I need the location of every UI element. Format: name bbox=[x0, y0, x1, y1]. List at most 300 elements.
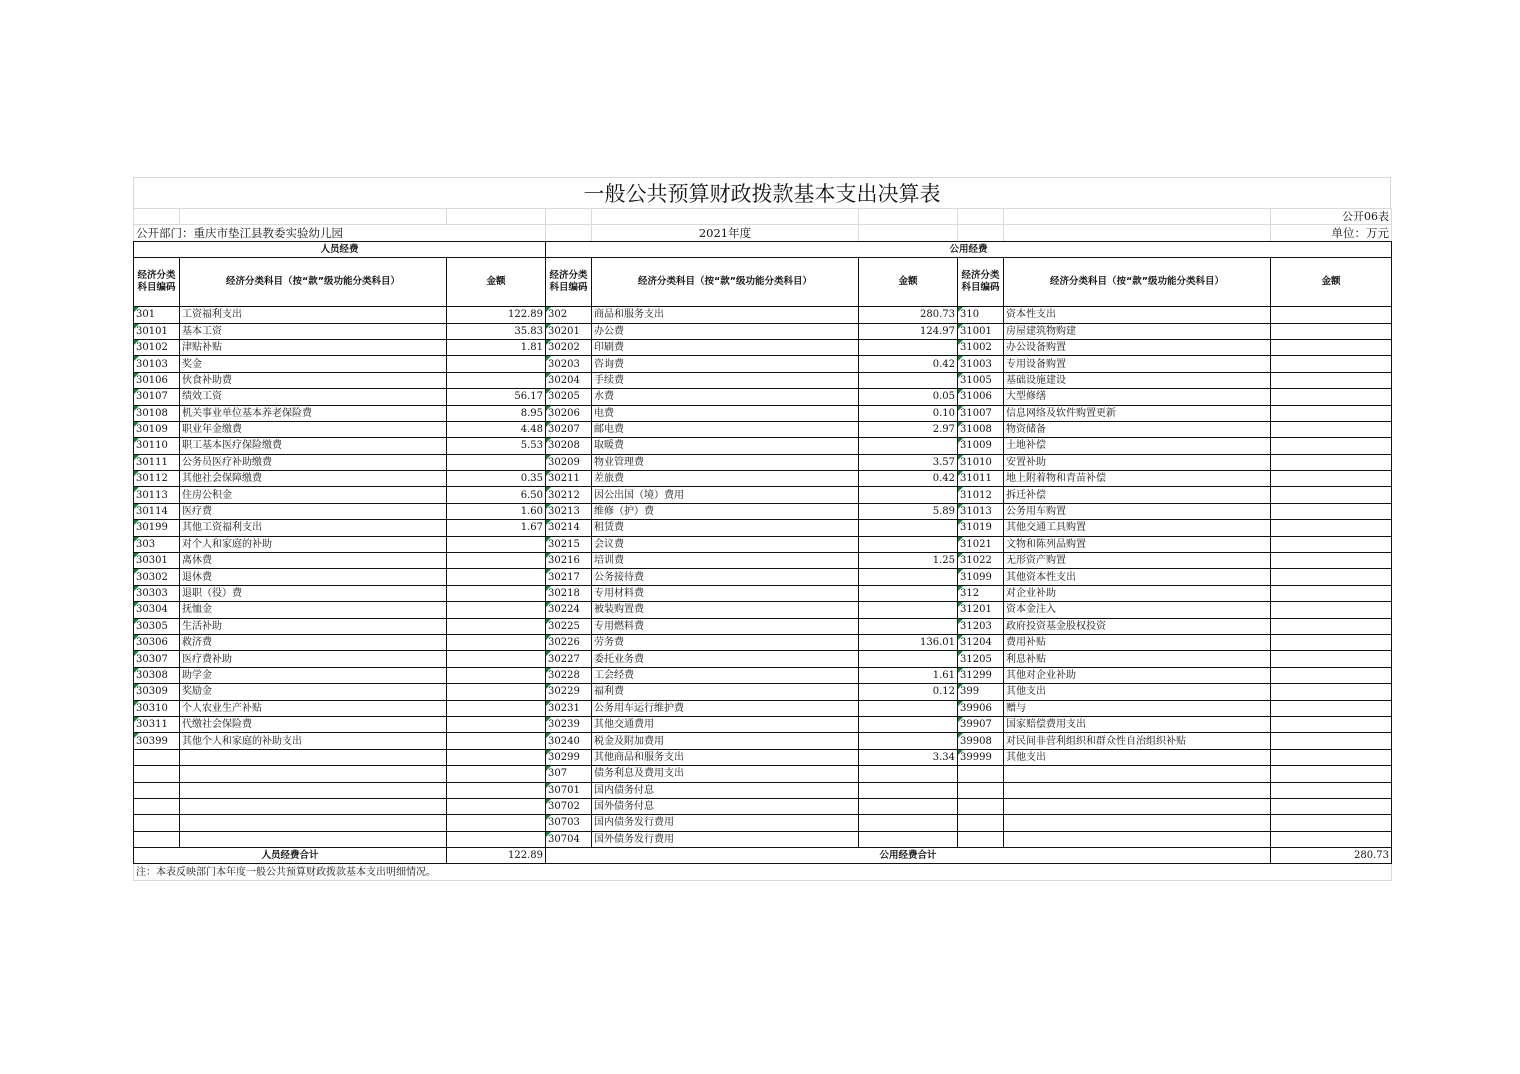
code-cell: 31019 bbox=[958, 520, 1004, 536]
amount-cell bbox=[447, 667, 546, 683]
amount-cell: 1.67 bbox=[447, 520, 546, 536]
code-cell: 30209 bbox=[546, 454, 592, 470]
code-cell: 30229 bbox=[546, 684, 592, 700]
code-cell bbox=[134, 831, 180, 847]
item-name-cell: 税金及附加费用 bbox=[592, 733, 859, 749]
item-name-cell: 手续费 bbox=[592, 372, 859, 388]
table-row bbox=[134, 782, 1392, 798]
code-cell: 30206 bbox=[546, 405, 592, 421]
table-row bbox=[134, 339, 1392, 355]
amount-cell: 1.81 bbox=[447, 339, 546, 355]
item-name-cell: 信息网络及软件购置更新 bbox=[1004, 405, 1271, 421]
amount-cell bbox=[859, 618, 958, 634]
amount-cell bbox=[447, 454, 546, 470]
table-row bbox=[134, 815, 1392, 831]
amount-cell bbox=[1271, 831, 1392, 847]
code-cell: 31005 bbox=[958, 372, 1004, 388]
amount-cell bbox=[1271, 684, 1392, 700]
amount-cell bbox=[447, 618, 546, 634]
code-cell: 30110 bbox=[134, 438, 180, 454]
code-cell: 31204 bbox=[958, 634, 1004, 650]
item-name-cell: 基础设施建设 bbox=[1004, 372, 1271, 388]
item-name-cell: 邮电费 bbox=[592, 421, 859, 437]
amount-cell: 56.17 bbox=[447, 389, 546, 405]
code-cell: 31006 bbox=[958, 389, 1004, 405]
code-cell: 30225 bbox=[546, 618, 592, 634]
item-name-cell: 对企业补助 bbox=[1004, 585, 1271, 601]
header-code: 经济分类科目编码 bbox=[134, 258, 180, 307]
amount-cell bbox=[859, 831, 958, 847]
code-cell: 30212 bbox=[546, 487, 592, 503]
item-name-cell: 委托业务费 bbox=[592, 651, 859, 667]
item-name-cell: 国家赔偿费用支出 bbox=[1004, 716, 1271, 732]
amount-cell bbox=[447, 684, 546, 700]
amount-cell bbox=[859, 372, 958, 388]
amount-cell bbox=[859, 569, 958, 585]
code-cell: 30202 bbox=[546, 339, 592, 355]
table-number: 公开06表 bbox=[1271, 209, 1392, 225]
amount-cell bbox=[447, 749, 546, 765]
report-title: 一般公共预算财政拨款基本支出决算表 bbox=[133, 177, 1391, 208]
item-name-cell: 文物和陈列品购置 bbox=[1004, 536, 1271, 552]
table-row bbox=[134, 536, 1392, 552]
code-cell: 31022 bbox=[958, 553, 1004, 569]
code-cell: 30208 bbox=[546, 438, 592, 454]
amount-cell bbox=[1271, 585, 1392, 601]
amount-cell bbox=[447, 651, 546, 667]
amount-cell: 4.48 bbox=[447, 421, 546, 437]
code-cell: 39908 bbox=[958, 733, 1004, 749]
table-row bbox=[134, 749, 1392, 765]
item-name-cell: 助学金 bbox=[180, 667, 447, 683]
item-name-cell: 大型修缮 bbox=[1004, 389, 1271, 405]
footnote: 注：本表反映部门本年度一般公共预算财政拨款基本支出明细情况。 bbox=[134, 864, 1392, 880]
code-cell: 30112 bbox=[134, 471, 180, 487]
item-name-cell: 机关事业单位基本养老保险费 bbox=[180, 405, 447, 421]
code-cell: 303 bbox=[134, 536, 180, 552]
item-name-cell: 职工基本医疗保险缴费 bbox=[180, 438, 447, 454]
item-name-cell: 职业年金缴费 bbox=[180, 421, 447, 437]
item-name-cell: 维修（护）费 bbox=[592, 503, 859, 519]
amount-cell bbox=[859, 339, 958, 355]
code-cell: 307 bbox=[546, 766, 592, 782]
item-name-cell: 国内债务付息 bbox=[592, 782, 859, 798]
amount-cell bbox=[859, 766, 958, 782]
code-cell: 30201 bbox=[546, 323, 592, 339]
item-name-cell: 国外债务发行费用 bbox=[592, 831, 859, 847]
amount-cell bbox=[859, 536, 958, 552]
code-cell: 30224 bbox=[546, 602, 592, 618]
amount-cell bbox=[1271, 487, 1392, 503]
item-name-cell: 电费 bbox=[592, 405, 859, 421]
item-name-cell: 其他资本性支出 bbox=[1004, 569, 1271, 585]
public-total-value: 280.73 bbox=[1271, 848, 1392, 864]
item-name-cell: 债务利息及费用支出 bbox=[592, 766, 859, 782]
item-name-cell: 政府投资基金股权投资 bbox=[1004, 618, 1271, 634]
code-cell: 30310 bbox=[134, 700, 180, 716]
amount-cell: 280.73 bbox=[859, 307, 958, 323]
amount-cell bbox=[1271, 651, 1392, 667]
amount-cell bbox=[1271, 749, 1392, 765]
code-cell: 30113 bbox=[134, 487, 180, 503]
amount-cell bbox=[1271, 307, 1392, 323]
table-row bbox=[134, 700, 1392, 716]
item-name-cell: 其他对企业补助 bbox=[1004, 667, 1271, 683]
header-amount: 金额 bbox=[1271, 258, 1392, 307]
code-cell: 31201 bbox=[958, 602, 1004, 618]
item-name-cell bbox=[1004, 815, 1271, 831]
code-cell: 30702 bbox=[546, 798, 592, 814]
code-cell: 31008 bbox=[958, 421, 1004, 437]
item-name-cell: 安置补助 bbox=[1004, 454, 1271, 470]
code-cell bbox=[134, 782, 180, 798]
amount-cell bbox=[1271, 454, 1392, 470]
code-cell: 30203 bbox=[546, 356, 592, 372]
code-cell: 30302 bbox=[134, 569, 180, 585]
amount-cell: 5.53 bbox=[447, 438, 546, 454]
code-cell: 39906 bbox=[958, 700, 1004, 716]
amount-cell bbox=[447, 766, 546, 782]
item-name-cell: 基本工资 bbox=[180, 323, 447, 339]
item-name-cell: 取暖费 bbox=[592, 438, 859, 454]
code-cell: 30228 bbox=[546, 667, 592, 683]
item-name-cell: 福利费 bbox=[592, 684, 859, 700]
table-row bbox=[134, 471, 1392, 487]
section-header-row bbox=[134, 241, 1392, 257]
amount-cell: 3.34 bbox=[859, 749, 958, 765]
table-row bbox=[134, 618, 1392, 634]
item-name-cell: 专用材料费 bbox=[592, 585, 859, 601]
item-name-cell: 咨询费 bbox=[592, 356, 859, 372]
item-name-cell: 办公设备购置 bbox=[1004, 339, 1271, 355]
amount-cell bbox=[859, 733, 958, 749]
table-row bbox=[134, 634, 1392, 650]
item-name-cell: 会议费 bbox=[592, 536, 859, 552]
item-name-cell bbox=[180, 782, 447, 798]
code-cell: 30107 bbox=[134, 389, 180, 405]
item-name-cell: 津贴补贴 bbox=[180, 339, 447, 355]
code-cell: 31299 bbox=[958, 667, 1004, 683]
code-cell: 31011 bbox=[958, 471, 1004, 487]
code-cell: 30218 bbox=[546, 585, 592, 601]
item-name-cell: 其他个人和家庭的补助支出 bbox=[180, 733, 447, 749]
code-cell: 31203 bbox=[958, 618, 1004, 634]
item-name-cell: 公务用车运行维护费 bbox=[592, 700, 859, 716]
item-name-cell: 利息补贴 bbox=[1004, 651, 1271, 667]
item-name-cell: 个人农业生产补贴 bbox=[180, 700, 447, 716]
table-row bbox=[134, 323, 1392, 339]
code-cell: 310 bbox=[958, 307, 1004, 323]
amount-cell bbox=[1271, 634, 1392, 650]
table-row bbox=[134, 553, 1392, 569]
item-name-cell: 物业管理费 bbox=[592, 454, 859, 470]
code-cell: 30703 bbox=[546, 815, 592, 831]
item-name-cell: 印刷费 bbox=[592, 339, 859, 355]
totals-row bbox=[134, 848, 1392, 864]
code-cell: 31205 bbox=[958, 651, 1004, 667]
amount-cell bbox=[1271, 421, 1392, 437]
amount-cell: 0.10 bbox=[859, 405, 958, 421]
code-cell: 30204 bbox=[546, 372, 592, 388]
code-cell: 30303 bbox=[134, 585, 180, 601]
code-cell: 30114 bbox=[134, 503, 180, 519]
code-cell: 31021 bbox=[958, 536, 1004, 552]
personnel-total-value: 122.89 bbox=[447, 848, 546, 864]
item-name-cell: 因公出国（境）费用 bbox=[592, 487, 859, 503]
amount-cell bbox=[447, 700, 546, 716]
amount-cell bbox=[447, 602, 546, 618]
amount-cell bbox=[1271, 569, 1392, 585]
table-row bbox=[134, 831, 1392, 847]
code-cell: 30211 bbox=[546, 471, 592, 487]
table-row bbox=[134, 733, 1392, 749]
report-year: 2021年度 bbox=[592, 225, 859, 241]
code-cell: 399 bbox=[958, 684, 1004, 700]
amount-cell: 35.83 bbox=[447, 323, 546, 339]
item-name-cell: 费用补贴 bbox=[1004, 634, 1271, 650]
amount-cell bbox=[447, 634, 546, 650]
table-row bbox=[134, 585, 1392, 601]
item-name-cell: 办公费 bbox=[592, 323, 859, 339]
amount-cell bbox=[1271, 503, 1392, 519]
amount-cell bbox=[859, 585, 958, 601]
amount-cell: 122.89 bbox=[447, 307, 546, 323]
code-cell: 30306 bbox=[134, 634, 180, 650]
item-name-cell: 国外债务付息 bbox=[592, 798, 859, 814]
item-name-cell bbox=[180, 749, 447, 765]
item-name-cell: 救济费 bbox=[180, 634, 447, 650]
amount-cell bbox=[447, 716, 546, 732]
item-name-cell: 伙食补助费 bbox=[180, 372, 447, 388]
item-name-cell: 离休费 bbox=[180, 553, 447, 569]
item-name-cell: 退休费 bbox=[180, 569, 447, 585]
item-name-cell bbox=[1004, 766, 1271, 782]
table-row bbox=[134, 307, 1392, 323]
amount-cell bbox=[1271, 438, 1392, 454]
amount-cell: 136.01 bbox=[859, 634, 958, 650]
amount-cell: 3.57 bbox=[859, 454, 958, 470]
code-cell: 30106 bbox=[134, 372, 180, 388]
amount-cell: 2.97 bbox=[859, 421, 958, 437]
table-row bbox=[134, 569, 1392, 585]
amount-cell: 124.97 bbox=[859, 323, 958, 339]
code-cell: 30311 bbox=[134, 716, 180, 732]
code-cell bbox=[134, 798, 180, 814]
code-cell: 30301 bbox=[134, 553, 180, 569]
column-header-row bbox=[134, 258, 1392, 307]
table-row bbox=[134, 651, 1392, 667]
amount-cell: 0.42 bbox=[859, 471, 958, 487]
item-name-cell: 被装购置费 bbox=[592, 602, 859, 618]
item-name-cell: 其他交通费用 bbox=[592, 716, 859, 732]
item-name-cell bbox=[1004, 831, 1271, 847]
table-row bbox=[134, 487, 1392, 503]
amount-cell bbox=[1271, 602, 1392, 618]
item-name-cell: 资本金注入 bbox=[1004, 602, 1271, 618]
unit-label: 单位：万元 bbox=[1271, 225, 1392, 241]
code-cell: 39907 bbox=[958, 716, 1004, 732]
code-cell: 30102 bbox=[134, 339, 180, 355]
amount-cell bbox=[859, 716, 958, 732]
item-name-cell: 医疗费补助 bbox=[180, 651, 447, 667]
item-name-cell: 差旅费 bbox=[592, 471, 859, 487]
item-name-cell: 公务员医疗补助缴费 bbox=[180, 454, 447, 470]
amount-cell bbox=[1271, 356, 1392, 372]
item-name-cell: 土地补偿 bbox=[1004, 438, 1271, 454]
amount-cell bbox=[1271, 536, 1392, 552]
code-cell: 312 bbox=[958, 585, 1004, 601]
code-cell: 30704 bbox=[546, 831, 592, 847]
item-name-cell: 物资储备 bbox=[1004, 421, 1271, 437]
table-row bbox=[134, 503, 1392, 519]
amount-cell: 8.95 bbox=[447, 405, 546, 421]
report-sheet bbox=[133, 177, 1391, 881]
header-name: 经济分类科目（按“款”级功能分类科目） bbox=[592, 258, 859, 307]
item-name-cell: 退职（役）费 bbox=[180, 585, 447, 601]
amount-cell: 5.89 bbox=[859, 503, 958, 519]
amount-cell bbox=[447, 372, 546, 388]
amount-cell bbox=[447, 798, 546, 814]
item-name-cell: 其他交通工具购置 bbox=[1004, 520, 1271, 536]
amount-cell bbox=[447, 733, 546, 749]
item-name-cell: 其他社会保障缴费 bbox=[180, 471, 447, 487]
item-name-cell: 住房公积金 bbox=[180, 487, 447, 503]
code-cell bbox=[958, 798, 1004, 814]
amount-cell bbox=[1271, 553, 1392, 569]
amount-cell bbox=[859, 520, 958, 536]
amount-cell bbox=[859, 815, 958, 831]
code-cell: 31007 bbox=[958, 405, 1004, 421]
header-name: 经济分类科目（按“款”级功能分类科目） bbox=[1004, 258, 1271, 307]
item-name-cell: 奖金 bbox=[180, 356, 447, 372]
item-name-cell: 水费 bbox=[592, 389, 859, 405]
code-cell: 31003 bbox=[958, 356, 1004, 372]
code-cell: 31012 bbox=[958, 487, 1004, 503]
item-name-cell: 赠与 bbox=[1004, 700, 1271, 716]
code-cell: 30227 bbox=[546, 651, 592, 667]
code-cell: 30701 bbox=[546, 782, 592, 798]
amount-cell bbox=[1271, 323, 1392, 339]
item-name-cell: 其他商品和服务支出 bbox=[592, 749, 859, 765]
item-name-cell: 生活补助 bbox=[180, 618, 447, 634]
amount-cell bbox=[859, 602, 958, 618]
code-cell: 31013 bbox=[958, 503, 1004, 519]
code-cell: 30226 bbox=[546, 634, 592, 650]
section-personnel: 人员经费 bbox=[134, 241, 546, 257]
amount-cell bbox=[1271, 471, 1392, 487]
item-name-cell: 代缴社会保险费 bbox=[180, 716, 447, 732]
code-cell bbox=[134, 749, 180, 765]
item-name-cell: 地上附着物和青苗补偿 bbox=[1004, 471, 1271, 487]
table-row bbox=[134, 356, 1392, 372]
item-name-cell: 其他支出 bbox=[1004, 749, 1271, 765]
code-cell: 302 bbox=[546, 307, 592, 323]
amount-cell bbox=[1271, 766, 1392, 782]
code-cell: 30101 bbox=[134, 323, 180, 339]
code-cell: 30205 bbox=[546, 389, 592, 405]
amount-cell bbox=[859, 700, 958, 716]
table-row bbox=[134, 421, 1392, 437]
table-row bbox=[134, 667, 1392, 683]
item-name-cell: 劳务费 bbox=[592, 634, 859, 650]
table-row bbox=[134, 389, 1392, 405]
table-row bbox=[134, 716, 1392, 732]
code-cell: 30299 bbox=[546, 749, 592, 765]
item-name-cell: 奖励金 bbox=[180, 684, 447, 700]
meta-row bbox=[134, 225, 1392, 241]
item-name-cell bbox=[180, 815, 447, 831]
item-name-cell: 租赁费 bbox=[592, 520, 859, 536]
amount-cell: 0.35 bbox=[447, 471, 546, 487]
amount-cell: 1.61 bbox=[859, 667, 958, 683]
item-name-cell: 其他支出 bbox=[1004, 684, 1271, 700]
code-cell: 31009 bbox=[958, 438, 1004, 454]
code-cell bbox=[958, 831, 1004, 847]
code-cell: 30214 bbox=[546, 520, 592, 536]
table-no-row bbox=[134, 209, 1392, 225]
code-cell: 30108 bbox=[134, 405, 180, 421]
code-cell: 30217 bbox=[546, 569, 592, 585]
amount-cell bbox=[447, 536, 546, 552]
amount-cell bbox=[1271, 667, 1392, 683]
code-cell: 30216 bbox=[546, 553, 592, 569]
amount-cell bbox=[859, 438, 958, 454]
code-cell: 30207 bbox=[546, 421, 592, 437]
code-cell: 30399 bbox=[134, 733, 180, 749]
amount-cell bbox=[1271, 389, 1392, 405]
expenditure-table bbox=[133, 208, 1392, 881]
code-cell: 301 bbox=[134, 307, 180, 323]
item-name-cell bbox=[180, 798, 447, 814]
code-cell: 30103 bbox=[134, 356, 180, 372]
item-name-cell bbox=[180, 831, 447, 847]
code-cell: 30213 bbox=[546, 503, 592, 519]
amount-cell bbox=[859, 782, 958, 798]
item-name-cell: 拆迁补偿 bbox=[1004, 487, 1271, 503]
code-cell bbox=[958, 782, 1004, 798]
amount-cell bbox=[447, 569, 546, 585]
item-name-cell: 商品和服务支出 bbox=[592, 307, 859, 323]
code-cell: 30111 bbox=[134, 454, 180, 470]
public-total-label: 公用经费合计 bbox=[546, 848, 1271, 864]
personnel-total-label: 人员经费合计 bbox=[134, 848, 447, 864]
code-cell: 30239 bbox=[546, 716, 592, 732]
header-name: 经济分类科目（按“款”级功能分类科目） bbox=[180, 258, 447, 307]
amount-cell bbox=[859, 487, 958, 503]
item-name-cell: 培训费 bbox=[592, 553, 859, 569]
code-cell: 31002 bbox=[958, 339, 1004, 355]
code-cell: 30240 bbox=[546, 733, 592, 749]
header-amount: 金额 bbox=[859, 258, 958, 307]
code-cell: 31099 bbox=[958, 569, 1004, 585]
amount-cell bbox=[447, 782, 546, 798]
item-name-cell bbox=[1004, 798, 1271, 814]
item-name-cell: 房屋建筑物购建 bbox=[1004, 323, 1271, 339]
amount-cell bbox=[447, 553, 546, 569]
amount-cell bbox=[1271, 798, 1392, 814]
code-cell: 30215 bbox=[546, 536, 592, 552]
amount-cell bbox=[1271, 716, 1392, 732]
code-cell: 30231 bbox=[546, 700, 592, 716]
table-row bbox=[134, 438, 1392, 454]
amount-cell: 6.50 bbox=[447, 487, 546, 503]
item-name-cell: 公务用车购置 bbox=[1004, 503, 1271, 519]
item-name-cell: 抚恤金 bbox=[180, 602, 447, 618]
item-name-cell: 专用燃料费 bbox=[592, 618, 859, 634]
amount-cell bbox=[447, 356, 546, 372]
code-cell: 30308 bbox=[134, 667, 180, 683]
item-name-cell: 国内债务发行费用 bbox=[592, 815, 859, 831]
